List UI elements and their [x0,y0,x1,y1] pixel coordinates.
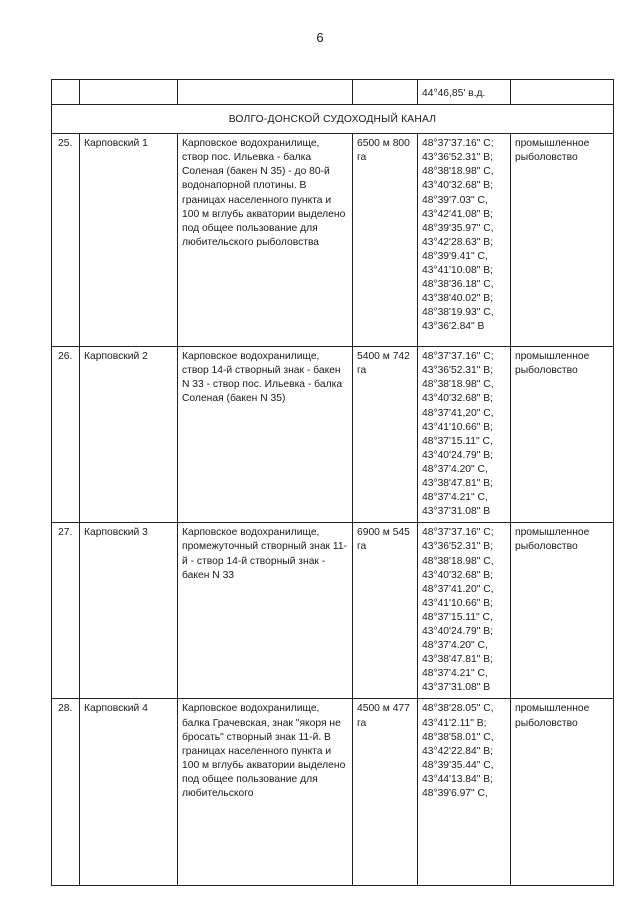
coord-line: 48°37'37.16" С; [422,138,494,150]
coord-line: 48°37'4.21" С, [422,492,488,504]
section-row [52,105,614,134]
area-description: Карповское водохранилище, створ пос. Ильевка - балка Соленая (бакен N 35) - до 80-й водонапорной плотины. В границах населенного пункта и 100 м вглубь акватории выделено под общее пользование для любительского рыболовства [178,134,353,347]
area-size: 6500 м 800 га [353,134,418,347]
table-row-continuation [52,80,614,105]
fishing-type: промышленное рыболовство [511,134,614,347]
coord-line: 43°38'40.02" В; [422,293,494,305]
coord-line: 48°38'18.98" С, [422,379,494,391]
coord-line: 48°37'4.20" С, [422,640,488,652]
area-name: Карповский 2 [80,347,178,523]
coord-line: 43°38'47.81" В; [422,478,494,490]
fishing-areas-table [51,79,614,886]
coord-line: 43°36'52.31" В; [422,541,494,553]
coord-line: 43°40'32.68" В; [422,393,494,405]
table-row [52,134,614,347]
coord-line: 48°37'37.16" С; [422,527,494,539]
coord-line: 48°38'58.01" С, [422,731,494,743]
row-number: 26. [52,347,80,523]
coord-line: 43°40'24.79" В; [422,449,494,461]
area-coordinates [418,347,511,523]
coord-line: 48°37'4.21" С, [422,668,488,680]
coord-line: 48°39'35.44" С, [422,759,494,771]
section-title: ВОЛГО-ДОНСКОЙ СУДОХОДНЫЙ КАНАЛ [52,105,614,134]
coord-line: 43°38'47.81" В; [422,654,494,666]
coord-line: 43°40'24.79" В; [422,625,494,637]
coord-line: 43°41'2.11" В; [422,717,487,729]
coord-line: 43°44'13.84" В; [422,773,494,785]
coord-line: 48°37'4.20" С, [422,463,488,475]
coord-line: 48°39'7.03" С, [422,194,488,206]
cell-empty [52,80,80,105]
fishing-type: промышленное рыболовство [511,699,614,886]
cell-empty [80,80,178,105]
cell-empty [353,80,418,105]
area-description: Карповское водохранилище, створ 14-й створный знак - бакен N 33 - створ пос. Ильевка - балка Соленая (бакен N 35) [178,347,353,523]
row-number: 28. [52,699,80,886]
coord-line: 43°37'31.08" В [422,682,491,694]
area-size: 5400 м 742 га [353,347,418,523]
row-number: 25. [52,134,80,347]
coord-line: 48°38'18.98" С, [422,166,494,178]
coord-line: 48°39'6.97" С, [422,788,488,799]
coord-line: 43°42'28.63" В; [422,236,494,248]
coord-line: 48°38'36.18" С, [422,279,494,291]
coord-line: 48°38'19.93" С, [422,307,494,319]
area-size: 4500 м 477 га [353,699,418,886]
coord-line: 43°42'41.08" В; [422,208,494,220]
coord-line: 43°41'10.66" В; [422,421,494,433]
cell-empty [178,80,353,105]
coord-line: 48°39'9.41" С, [422,250,488,262]
coord-line: 48°37'41,20" С, [422,407,494,419]
coord-line: 43°36'52.31" В; [422,152,494,164]
coord-line: 43°36'2.84" В [422,321,485,333]
coord-line: 43°37'31.08" В [422,506,491,518]
area-name: Карповский 3 [80,523,178,699]
area-coordinates [418,699,511,886]
coord-line: 43°40'32.68" В; [422,569,494,581]
area-coordinates [418,134,511,347]
table-row [52,699,614,886]
area-description: Карповское водохранилище, балка Грачевская, знак "якоря не бросать" створный знак 11-й. В границах населенного пункта и 100 м вглубь акватории выделено под общее пользование для любительского [178,699,353,886]
area-size: 6900 м 545 га [353,523,418,699]
fishing-type: промышленное рыболовство [511,523,614,699]
cell-coord: 44°46,85' в.д. [418,80,511,105]
coord-line: 48°39'35.97" С, [422,222,494,234]
coord-line: 48°37'15.11" С, [422,611,493,623]
area-description: Карповское водохранилище, промежуточный створный знак 11-й - створ 14-й створный знак - бакен N 33 [178,523,353,699]
row-number: 27. [52,523,80,699]
coord-line: 48°37'37.16" С; [422,351,494,363]
coord-line: 48°37'41.20" С, [422,583,494,595]
coord-line: 48°38'28.05" С, [422,703,494,715]
fishing-type: промышленное рыболовство [511,347,614,523]
coord-line: 43°36'52.31" В; [422,365,494,377]
coord-line: 48°37'15.11" С, [422,435,493,447]
coord-line: 43°41'10.08" В; [422,265,494,277]
coord-line: 43°42'22.84" В; [422,745,494,757]
coord-line: 43°40'32.68" В; [422,180,494,192]
coord-line: 48°38'18.98" С, [422,555,494,567]
table-row [52,347,614,523]
table-row [52,523,614,699]
area-name: Карповский 4 [80,699,178,886]
area-coordinates [418,523,511,699]
coord-line: 43°41'10.66" В; [422,597,494,609]
area-name: Карповский 1 [80,134,178,347]
page-number: 6 [316,30,324,45]
cell-empty [511,80,614,105]
